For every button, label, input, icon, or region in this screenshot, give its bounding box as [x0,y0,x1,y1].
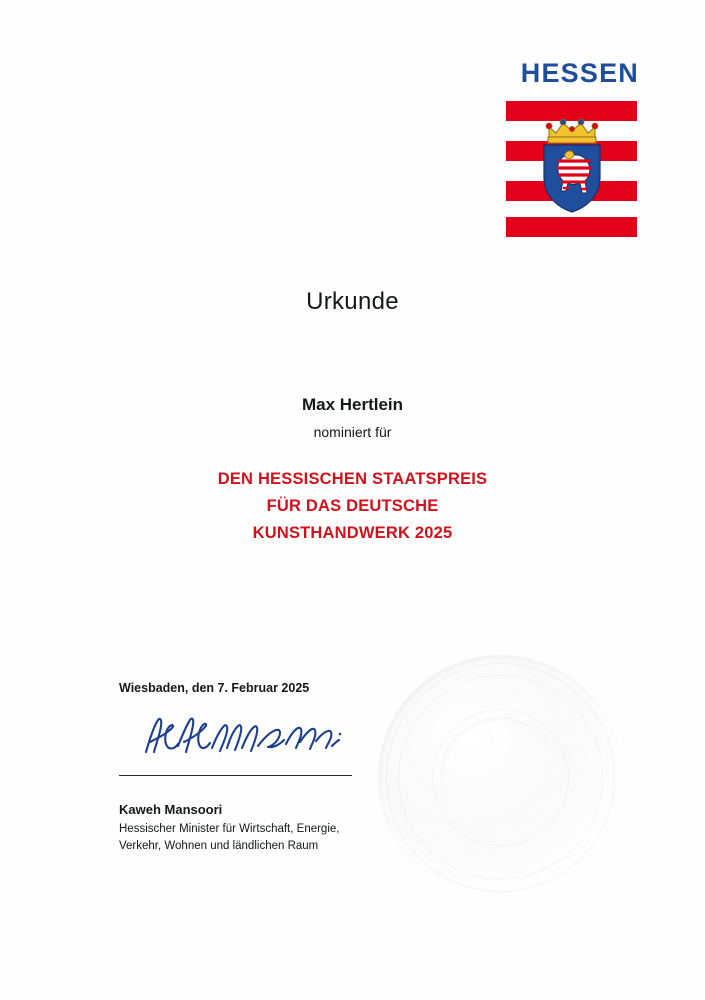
embossed-seal [378,655,623,900]
seal-center [440,717,560,837]
handwritten-signature [140,708,350,766]
award-line-3: KUNSTHANDWERK 2025 [252,524,453,542]
recipient-name: Max Hertlein [301,395,404,414]
award-title [0,466,705,547]
signer-role-line-2: Verkehr, Wohnen und ländlichen Raum [119,840,319,852]
award-line-1: DEN HESSISCHEN STAATSPREIS [217,470,488,488]
signer-name: Kaweh Mansoori [119,802,223,817]
signer-role-line-1: Hessischer Minister für Wirtschaft, Energie, [119,823,340,835]
nomination-subline: nominiert für [313,424,392,440]
flag-stripe [506,217,637,237]
hessen-logo [506,60,639,234]
award-line-2: FÜR DAS DEUTSCHE [266,497,439,515]
hessen-flag [506,93,637,234]
hessen-lion-shield-icon [537,111,607,215]
signature-rule [119,775,352,776]
hessen-wordmark: HESSEN [520,58,639,88]
signer-role [119,821,419,855]
page-title: Urkunde [306,288,399,315]
place-and-date: Wiesbaden, den 7. Februar 2025 [119,681,310,695]
